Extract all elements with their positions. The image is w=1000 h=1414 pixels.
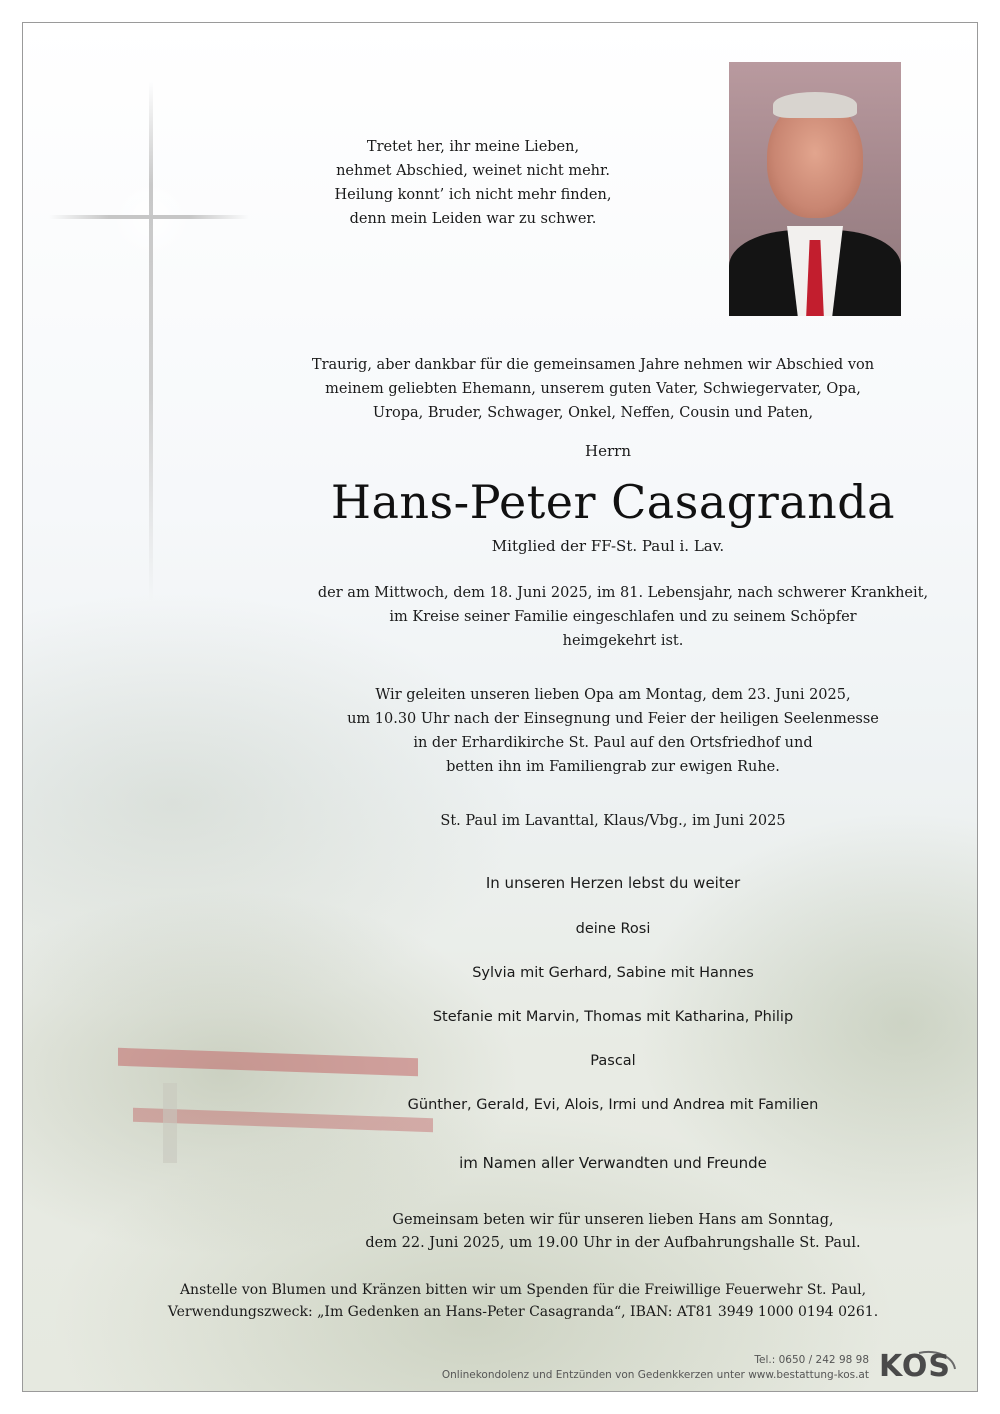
donation-line: Verwendungszweck: „Im Gedenken an Hans-Peter Casagranda“, IBAN: AT81 3949 1000 0194 0261.	[167, 1304, 879, 1320]
bench-post	[163, 1083, 177, 1163]
cross-horizontal-beam	[49, 215, 249, 219]
poem-line: Tretet her, ihr meine Lieben,	[366, 139, 580, 155]
funeral-line: betten ihn im Familiengrab zur ewigen Ruhe.	[446, 759, 780, 775]
membership: Mitglied der FF-St. Paul i. Lav.	[491, 537, 725, 555]
poem-line: Heilung konnt’ ich nicht mehr finden,	[334, 187, 612, 203]
signoff: In unseren Herzen lebst du weiter	[485, 874, 741, 892]
intro-line: meinem geliebten Ehemann, unserem guten Vater, Schwiegervater, Opa,	[325, 381, 861, 397]
death-line: im Kreise seiner Familie eingeschlafen und zu seinem Schöpfer	[389, 609, 857, 625]
poem-line: nehmet Abschied, weinet nicht mehr.	[336, 163, 610, 179]
contact-online: Onlinekondolenz und Entzünden von Gedenkkerzen unter www.bestattung-kos.at	[441, 1369, 869, 1381]
cross-vertical-beam	[149, 81, 153, 601]
intro-text	[293, 353, 893, 425]
donation-line: Anstelle von Blumen und Kränzen bitten wir um Spenden für die Freiwillige Feuerwehr St. Paul,	[179, 1282, 867, 1298]
intro-line: Uropa, Bruder, Schwager, Onkel, Neffen, Cousin und Paten,	[372, 405, 814, 421]
poem-line: denn mein Leiden war zu schwer.	[349, 211, 597, 227]
donation-notice	[123, 1279, 923, 1323]
contact-info	[349, 1353, 869, 1383]
contact-phone: Tel.: 0650 / 242 98 98	[754, 1354, 869, 1366]
death-notice	[273, 581, 973, 653]
death-line: der am Mittwoch, dem 18. Juni 2025, im 81. Lebensjahr, nach schwerer Krankheit,	[317, 585, 929, 601]
funeral-line: um 10.30 Uhr nach der Einsegnung und Feier der heiligen Seelenmesse	[347, 711, 879, 727]
prayer-line: dem 22. Juni 2025, um 19.00 Uhr in der Aufbahrungshalle St. Paul.	[365, 1235, 861, 1251]
kos-logo	[879, 1347, 959, 1387]
prayer-notice	[293, 1209, 933, 1255]
funeral-line: in der Erhardikirche St. Paul auf den Ortsfriedhof und	[413, 735, 813, 751]
funeral-line: Wir geleiten unseren lieben Opa am Montag, dem 23. Juni 2025,	[375, 687, 851, 703]
death-line: heimgekehrt ist.	[562, 633, 684, 649]
family-line: Pascal	[590, 1053, 636, 1069]
place-date: St. Paul im Lavanttal, Klaus/Vbg., im Juni 2025	[440, 813, 786, 829]
relatives-line: im Namen aller Verwandten und Freunde	[459, 1154, 767, 1172]
intro-line: Traurig, aber dankbar für die gemeinsamen Jahre nehmen wir Abschied von	[311, 357, 875, 373]
logo-text: KOS	[879, 1349, 952, 1384]
family-line: Sylvia mit Gerhard, Sabine mit Hannes	[472, 965, 754, 981]
family-line: Günther, Gerald, Evi, Alois, Irmi und Andrea mit Familien	[407, 1097, 819, 1113]
family-line: deine Rosi	[575, 921, 651, 937]
portrait-hair	[773, 92, 857, 118]
family-line: Stefanie mit Marvin, Thomas mit Katharina, Philip	[432, 1009, 794, 1025]
salutation: Herrn	[585, 442, 631, 460]
funeral-details	[293, 683, 933, 779]
obituary-card	[22, 22, 978, 1392]
prayer-line: Gemeinsam beten wir für unseren lieben Hans am Sonntag,	[392, 1212, 834, 1228]
deceased-name: Hans-Peter Casagranda	[330, 475, 896, 529]
portrait-photo	[729, 62, 901, 316]
poem	[323, 135, 623, 231]
